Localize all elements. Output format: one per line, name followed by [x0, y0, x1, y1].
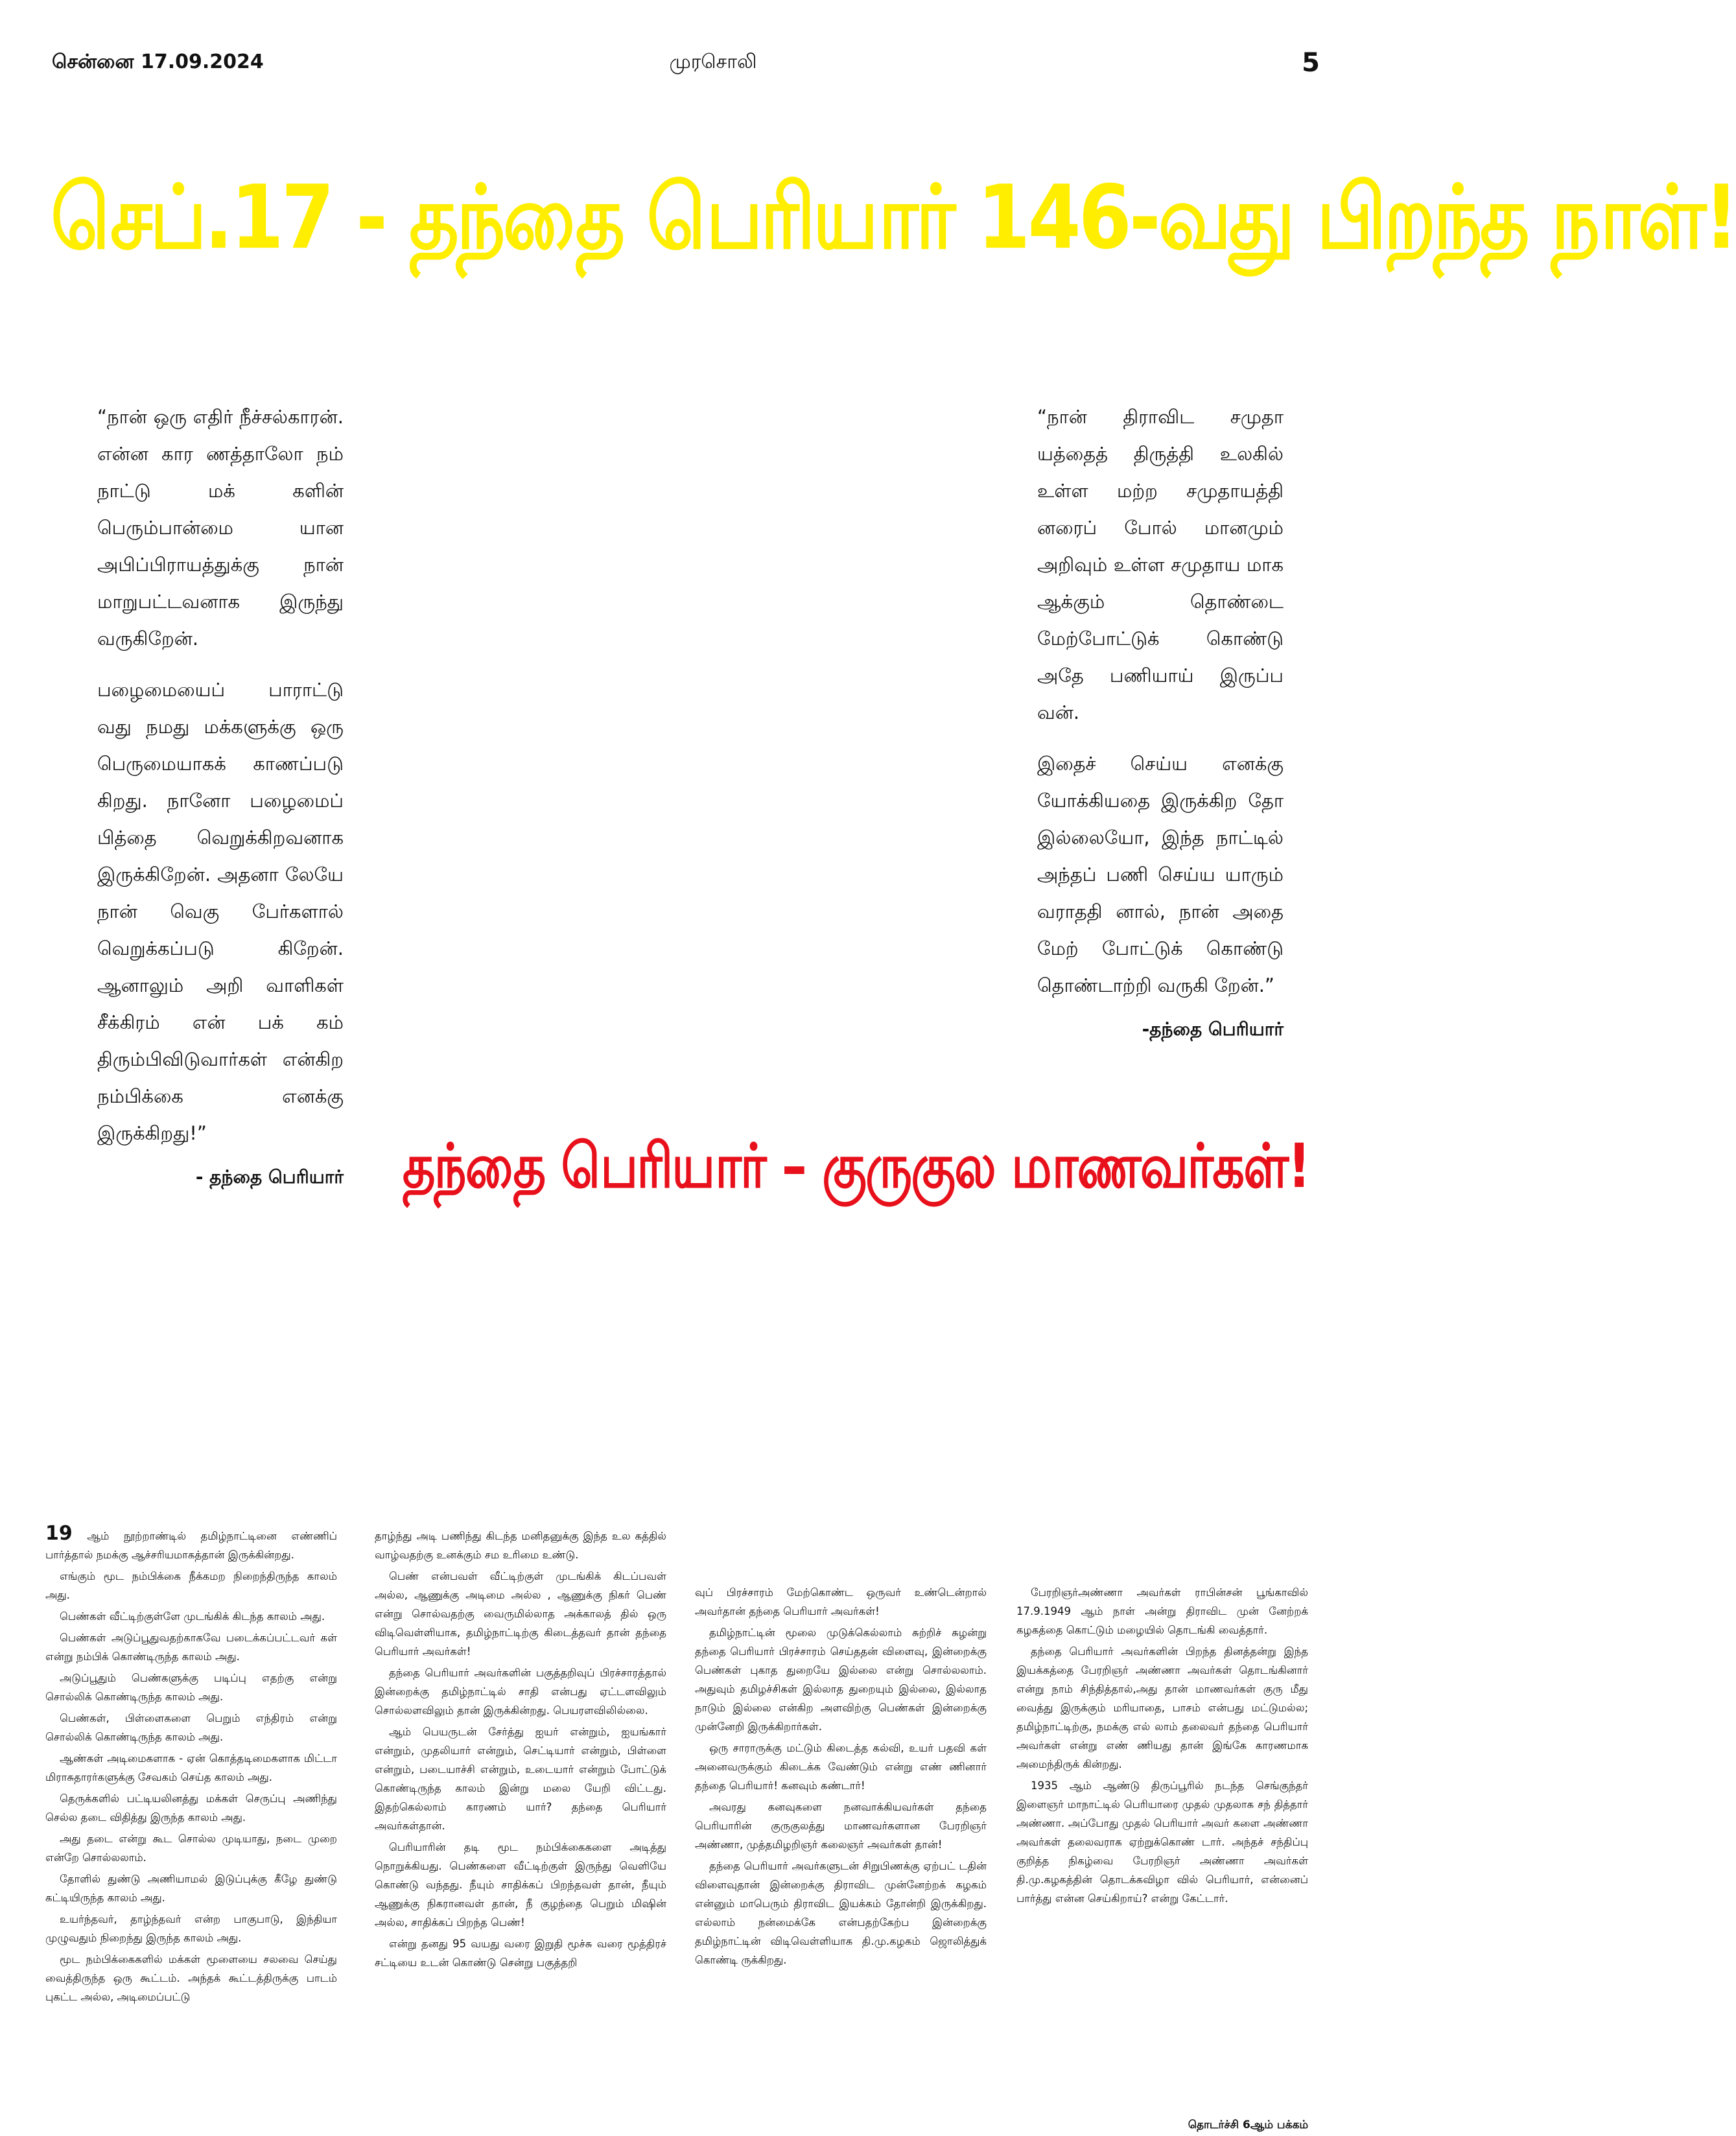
newspaper-name: முரசொலி [669, 51, 757, 73]
article-paragraph: அடுப்பூதும் பெண்களுக்கு படிப்பு எதற்கு என்று சொல்லிக் கொண்டிருந்த காலம் அது. [45, 1672, 337, 1703]
article-paragraph: தந்தை பெரியார் அவர்களுடன் சிறுபிணக்கு ஏற்பட் டதின் விளைவுதான் இன்றைக்கு திராவிட முன்னேற்றக் கழகம் என்னும் மாபெரும் திராவிட இயக்கம் தோன்றி இருக்கிறது. எல்லாம் நன்மைக்கே என்பதற்கேற்ப இன்றைக்கு தமிழ்நாட்டின் விடிவெள்ளியாக தி.மு.கழகம் ஜொலித்துக் கொண்டி ருக்கிறது. [695, 1860, 987, 1966]
article-paragraph: தோளில் துண்டு அணியாமல் இடுப்புக்கு கீழே துண்டு கட்டியிருந்த காலம் அது. [45, 1873, 337, 1904]
drop-number: 19 [45, 1522, 73, 1545]
article-paragraph: எங்கும் மூட நம்பிக்கை நீக்கமற நிறைந்திருந்த காலம் அது. [45, 1570, 337, 1601]
quote-right-para-2: இதைச் செய்ய எனக்கு யோக்கியதை இருக்கிற தோ இல்லையோ, இந்த நாட்டில் அந்தப் பணி செய்ய யாரும் வராததி னால், நான் அதை மேற் போட்டுக் கொண்டு தொண்டாற்றி வருகி றேன்.” [1037, 753, 1284, 996]
article-paragraph: ஆண்கள் அடிமைகளாக - ஏன் கொத்தடிமைகளாக மிட்டா மிராசுதாரர்களுக்கு சேவகம் செய்த காலம் அது. [45, 1752, 337, 1783]
article-paragraph: அது தடை என்று கூட சொல்ல முடியாது, நடை முறை என்றே சொல்லலாம். [45, 1833, 337, 1864]
quote-right [1037, 399, 1284, 1048]
quote-right-signature: -தந்தை பெரியார் [1142, 1018, 1284, 1040]
quote-left-signature: - தந்தை பெரியார் [195, 1166, 344, 1188]
quote-left-para-2: பழைமையைப் பாராட்டு வது நமது மக்களுக்கு ஒரு பெருமையாகக் காணப்படு கிறது. நானோ பழைமைப் பித்தை வெறுக்கிறவனாக இருக்கிறேன். அதனா லேயே நான் வெகு பேர்களால் வெறுக்கப்படு கிறேன். ஆனாலும் அறி வாளிகள் சீக்கிரம் என் பக் கம் திரும்பிவிடுவார்கள் என்கிற நம்பிக்கை எனக்கு இருக்கிறது!” [97, 679, 344, 1144]
article-paragraph: பெரியாரின் தடி மூட நம்பிக்கைகளை அடித்து நொறுக்கியது. பெண்களை வீட்டிற்குள் இருந்து வெளியே கொண்டு வந்தது. நீயும் சாதிக்கப் பிறந்தவள் தான், நீயும் ஆணுக்கு நிகரானவள் தான், நீ குழந்தை பெறும் மிஷின் அல்ல, சாதிக்கப் பிறந்த பெண்! [375, 1841, 666, 1929]
article-paragraph: தமிழ்நாட்டின் மூலை முடுக்கெல்லாம் சுற்றிச் சுழன்று தந்தை பெரியார் பிரச்சாரம் செய்ததன் விளைவு, இன்றைக்கு பெண்கள் புகாத துறையே இல்லை என்று சொல்லலாம். அதுவும் தமிழச்சிகள் இல்லாத துறையும் இல்லை, இல்லாத நாடும் இல்லை என்கிற அளவிற்கு பெண்கள் இன்றைக்கு முன்னேறி இருக்கிறார்கள். [695, 1626, 987, 1733]
quote-left-para-1: “நான் ஒரு எதிர் நீச்சல்காரன். என்ன கார ணத்தாலோ நம் நாட்டு மக் களின் பெரும்பான்மை யான அபிப்பிராயத்துக்கு நான் மாறுபட்டவனாக இருந்து வருகிறேன். [97, 406, 344, 650]
quote-left [97, 399, 344, 1195]
article-paragraph: தாழ்ந்து அடி பணிந்து கிடந்த மனிதனுக்கு இந்த உல கத்தில் வாழ்வதற்கு உனக்கும் சம உரிமை உண்டு. [375, 1530, 666, 1561]
article-paragraph: அவரது கனவுகளை நனவாக்கியவர்கள் தந்தை பெரியாரின் குருகுலத்து மாணவர்களான பேரறிஞர் அண்ணா, முத்தமிழறிஞர் கலைஞர் அவர்கள் தான்! [695, 1801, 987, 1851]
article-paragraph: மூட நம்பிக்கைகளில் மக்கள் மூளையை சலவை செய்து வைத்திருந்த ஒரு கூட்டம். அந்தக் கூட்டத்திருக்கு பாடம் புகட்ட அல்ல, அடிமைப்பட்டு [45, 1953, 337, 2003]
page-number: 5 [1302, 48, 1320, 78]
article-paragraph: ஆம் பெயருடன் சேர்த்து ஐயர் என்றும், ஐயங்கார் என்றும், முதலியார் என்றும், செட்டியார் என்றும், பிள்ளை என்றும், படையாச்சி என்றும், உடையார் என்றும் போட்டுக் கொண்டிருந்த காலம் இன்று மலை யேறி விட்டது. இதற்கெல்லாம் காரணம் யார்? தந்தை பெரியார் அவர்கள்தான். [375, 1726, 666, 1832]
edition-date: சென்னை 17.09.2024 [52, 51, 264, 73]
article-column-3 [695, 1583, 987, 1972]
article-paragraph: உயர்ந்தவர், தாழ்ந்தவர் என்ற பாகுபாடு, இந்தியா முழுவதும் நிறைந்து இருந்த காலம் அது. [45, 1913, 337, 1944]
article-column-4 [1016, 1583, 1308, 1910]
article-column-2 [375, 1527, 666, 1975]
article-paragraph: பெண்கள், பிள்ளைகளை பெறும் எந்திரம் என்று சொல்லிக் கொண்டிருந்த காலம் அது. [45, 1712, 337, 1743]
article-paragraph: தந்தை பெரியார் அவர்களின் பகுத்தறிவுப் பிரச்சாரத்தால் இன்றைக்கு தமிழ்நாட்டில் சாதி என்பது ஏட்டளவிலும் சொல்லளவிலும் தான் இருக்கின்றது. பெயரளவிலில்லை. [375, 1667, 666, 1717]
continued-on-page: தொடர்ச்சி 6ஆம் பக்கம் [1188, 2118, 1308, 2131]
article-paragraph [45, 1522, 338, 1564]
article-paragraph: பேரறிஞர்அண்ணா அவர்கள் ராபின்சன் பூங்காவில் 17.9.1949 ஆம் நாள் அன்று திராவிட முன் னேற்றக் கழகத்தை கொட்டும் மழையில் தொடங்கி வைத்தார். [1016, 1586, 1308, 1636]
article-paragraph: ஒரு சாராருக்கு மட்டும் கிடைத்த கல்வி, உயர் பதவி கள் அனைவருக்கும் கிடைக்க வேண்டும் என்று எண் ணினார் தந்தை பெரியார்! கனவும் கண்டார்! [695, 1742, 987, 1792]
article-paragraph: வுப் பிரச்சாரம் மேற்கொண்ட ஒருவர் உண்டென்றால் அவர்தான் தந்தை பெரியார் அவர்கள்! [695, 1586, 987, 1617]
sub-headline: தந்தை பெரியார் – குருகுல மாணவர்கள்! [402, 1132, 1309, 1202]
article-paragraph: என்று தனது 95 வயது வரை இறுதி மூச்சு வரை மூத்திரச் சட்டியை உடன் கொண்டு சென்று பகுத்தறி [375, 1938, 666, 1969]
article-paragraph: 1935 ஆம் ஆண்டு திருப்பூரில் நடந்த செங்குந்தர் இளைஞர் மாநாட்டில் பெரியாரை முதல் முதலாக சந் தித்தார் அண்ணா. அப்போது முதல் பெரியார் அவர் களை அண்ணா அவர்கள் தலைவராக ஏற்றுக்கொண் டார். அந்தச் சந்திப்பு குறித்த நிகழ்வை பேரறிஞர் அண்ணா அவர்கள் தி.மு.கழகத்தின் தொடக்கவிழா வில் பெரியார், என்னைப் பார்த்து என்ன செய்கிறாய்? என்று கேட்டார். [1016, 1779, 1308, 1905]
quote-right-para-1: “நான் திராவிட சமுதா யத்தைத் திருத்தி உலகில் உள்ள மற்ற சமுதாயத்தி னரைப் போல் மானமும் அறிவும் உள்ள சமுதாய மாக ஆக்கும் தொண்டை மேற்போட்டுக் கொண்டு அதே பணியாய் இருப்ப வன். [1037, 406, 1284, 723]
main-headline: செப்.17 - தந்தை பெரியார் 146-வது பிறந்த நாள்! [51, 165, 1736, 269]
article-paragraph: பெண் என்பவள் வீட்டிற்குள் முடங்கிக் கிடப்பவள் அல்ல, ஆணுக்கு அடிமை அல்ல , ஆணுக்கு நிகர் பெண் என்று சொல்வதற்கு வைருமில்லாத அக்காலத் தில் ஒரு விடிவெள்ளியாக, தமிழ்நாட்டிற்கு கிடைத்தவர் தான் தந்தை பெரியார் அவர்கள்! [375, 1570, 666, 1658]
article-paragraph: தந்தை பெரியார் அவர்களின் பிறந்த தினத்தன்று இந்த இயக்கத்தை பேரறிஞர் அண்ணா அவர்கள் தொடங்கினார் என்று நாம் சிந்தித்தால்,அது தான் மாணவர்கள் குரு மீது வைத்து இருக்கும் மரியாதை, பாசம் என்பது மட்டுமல்ல; தமிழ்நாட்டிற்கு, நமக்கு எல் லாம் தலைவர் தந்தை பெரியார் அவர்கள் என்று எண் ணியது தான் இங்கே காரணமாக அமைந்திருக் கின்றது. [1016, 1645, 1308, 1770]
article-text: ஆம் நூற்றாண்டில் தமிழ்நாட்டினை எண்ணிப் பார்த்தால் நமக்கு ஆச்சரியமாகத்தான் இருக்கின்றது. [45, 1530, 338, 1561]
article-column-1 [45, 1522, 338, 2009]
article-paragraph: பெண்கள் அடுப்பூதுவதற்காகவே படைக்கப்பட்டவர் கள் என்று நம்பிக் கொண்டிருந்த காலம் அது. [45, 1632, 337, 1663]
article-paragraph: பெண்கள் வீட்டிற்குள்ளே முடங்கிக் கிடந்த காலம் அது. [60, 1610, 325, 1623]
article-paragraph: தெருக்களில் பட்டியலினத்து மக்கள் செருப்பு அணிந்து செல்ல தடை விதித்து இருந்த காலம் அது. [45, 1792, 337, 1824]
